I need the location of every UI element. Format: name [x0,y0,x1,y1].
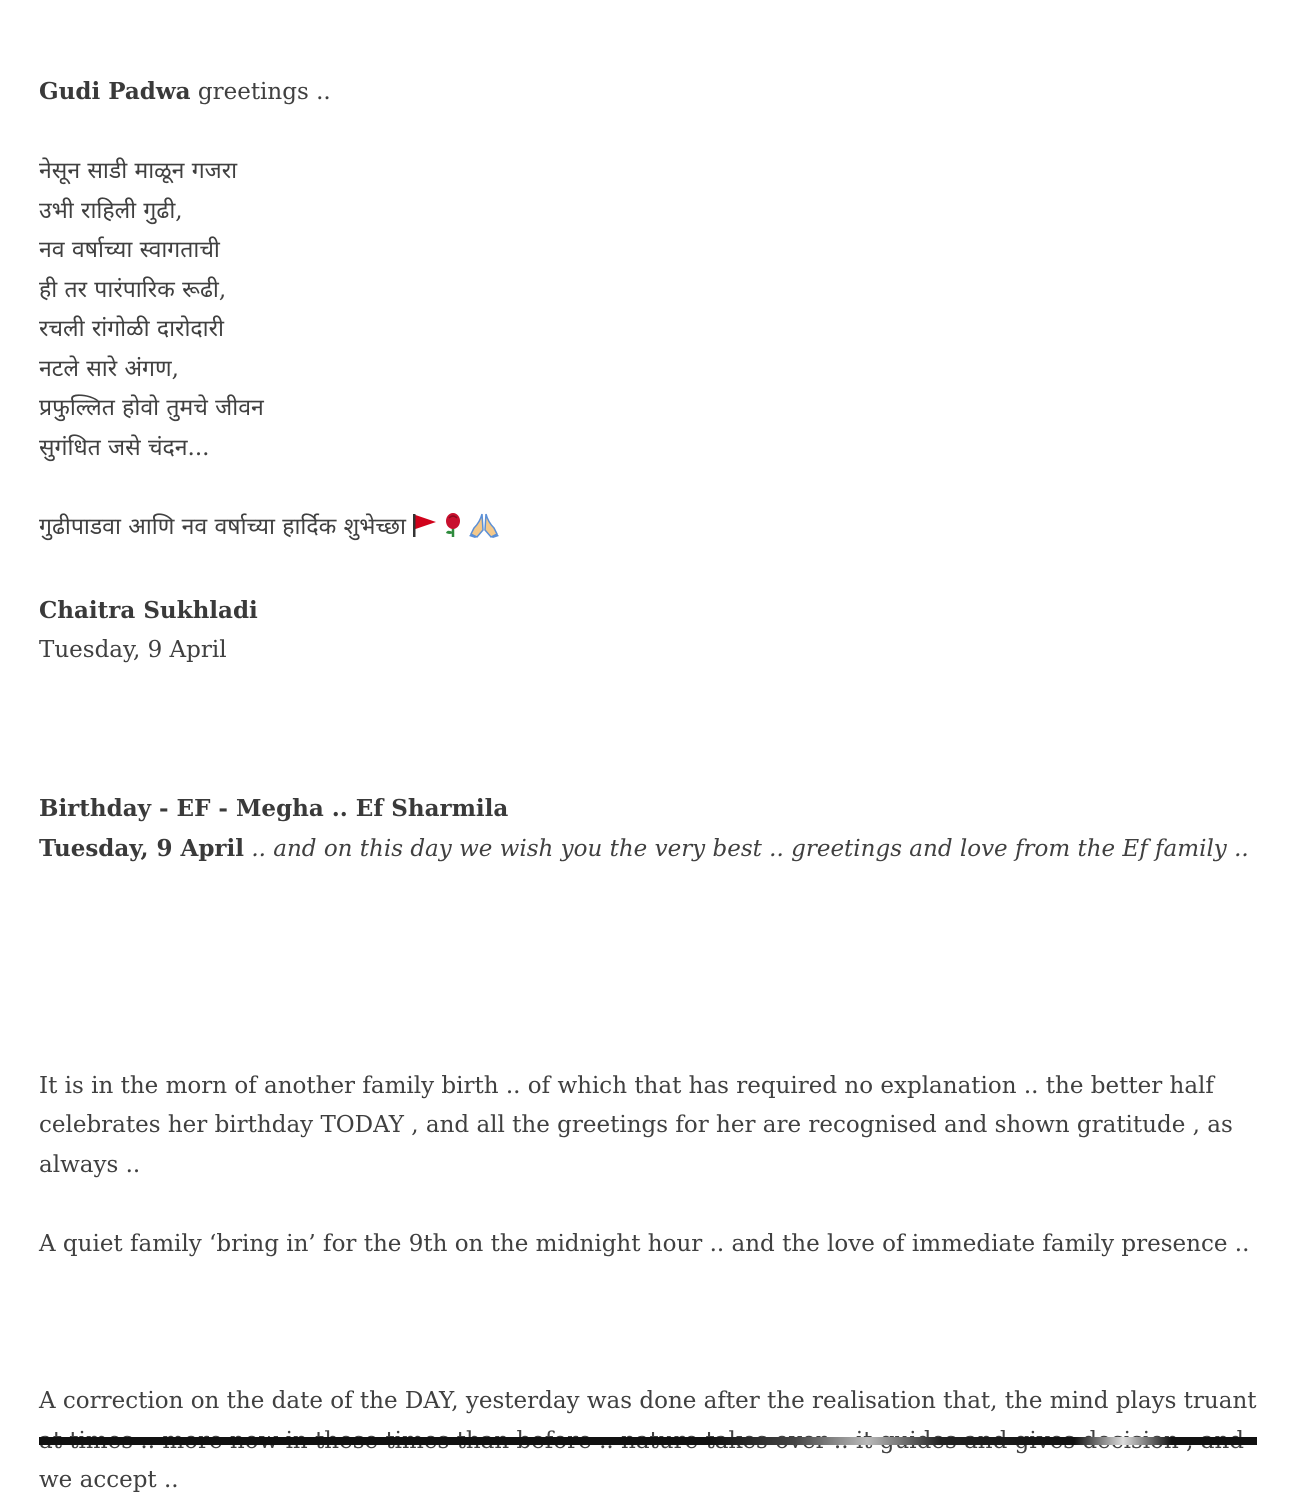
gudi-padwa-heading [39,72,1257,113]
poem-line: उभी राहिली गुढी, [39,197,183,224]
birthday-sep: .. [244,836,274,862]
poem-line: ही तर पारंपारिक रूढी, [39,276,227,303]
heading-rest: greetings .. [190,79,331,105]
chaitra-date: Tuesday, 9 April [39,637,227,663]
poem-line: रचली रांगोळी दारोदारी [39,316,224,342]
folded-hands-icon [468,512,500,552]
birthday-wish: and on this day we wish you the very best .. greetings and love from the Ef family .. [273,836,1249,862]
poem-line: प्रफुल्लित होवो तुमचे जीवन [39,395,264,421]
wish-line [39,508,1257,552]
chaitra-title: Chaitra Sukhladi [39,596,258,624]
paragraph-bring-in: A quiet family ‘bring in’ for the 9th on the midnight hour .. and the love of immediate family presence .. [39,1230,1250,1257]
heading-bold: Gudi Padwa [39,78,191,105]
paragraph-correction: A correction on the date of the DAY, yesterday was done after the realisation that, the mind plays truant we accept .. [39,1388,1257,1493]
poem-line: नेसून साडी माळून गजरा [39,158,238,184]
birthday-title: Birthday - EF - Megha .. Ef Sharmila [39,794,509,822]
rose-icon [442,512,464,552]
photo-top-edge [39,1437,1257,1445]
wish-text: गुढीपाडवा आणि नव वर्षाच्या हार्दिक शुभेच्छा [39,513,406,540]
flag-icon [410,512,438,552]
birthday-date-line [39,829,1257,870]
marathi-poem [39,152,1257,468]
poem-line: सुगंधित जसे चंदन... [39,434,210,461]
poem-line: नटले सारे अंगण, [39,355,179,382]
poem-line: नव वर्षाच्या स्वागताची [39,237,220,263]
paragraph-birth: It is in the morn of another family birth .. of which that has required no explanation .. the better half celebrates her birthday TODAY , and all the greetings for her are recognised and shown gratitude , as always .. [39,1072,1233,1178]
birthday-date: Tuesday, 9 April [39,835,245,862]
post-body [39,72,1257,1501]
